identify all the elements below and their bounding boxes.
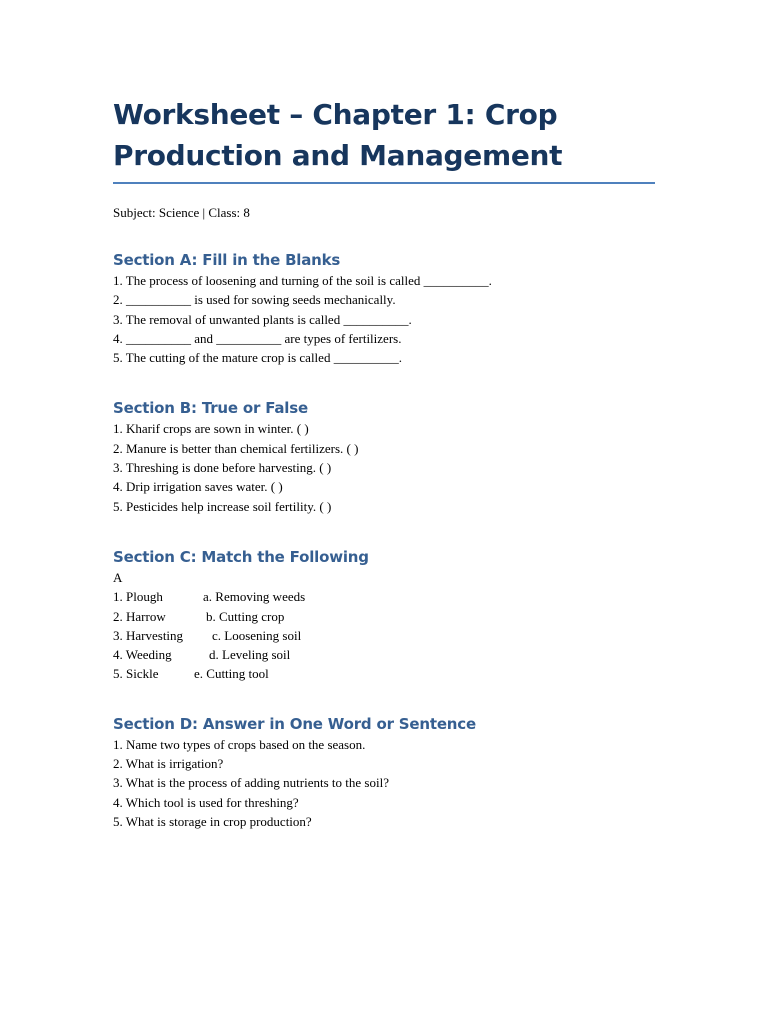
match-right-item: a. Removing weeds (203, 589, 306, 605)
match-right-item: c. Loosening soil (212, 627, 302, 643)
section-a-item: 1. The process of loosening and turning of the soil is called __________. (113, 273, 492, 288)
match-left-item: 5. Sickle (113, 666, 159, 682)
subject-line: Subject: Science | Class: 8 (113, 205, 250, 220)
section-b-item: 5. Pesticides help increase soil fertility. ( ) (113, 498, 332, 514)
title-underline-rule (113, 182, 655, 184)
match-left-item: 3. Harvesting (113, 627, 184, 643)
match-row (113, 626, 655, 645)
section-d-item: 3. What is the process of adding nutrients to the soil? (113, 775, 389, 791)
match-left-item: 1. Plough (113, 589, 163, 605)
section-d-list (113, 735, 655, 831)
section-c-heading: Section C: Match the Following (113, 547, 369, 566)
section-b-list (113, 419, 655, 515)
section-d-item: 5. What is storage in crop production? (113, 813, 312, 829)
match-left-item: 2. Harrow (113, 608, 166, 624)
match-right-item: b. Cutting crop (206, 608, 285, 624)
match-row (113, 645, 655, 664)
section-b-item: 2. Manure is better than chemical fertilizers. ( ) (113, 440, 359, 456)
section-a-item: 2. __________ is used for sowing seeds mechanically. (113, 292, 396, 308)
section-c-match-table (113, 568, 655, 684)
section-b-item: 3. Threshing is done before harvesting. ( ) (113, 460, 332, 476)
section-d-item: 2. What is irrigation? (113, 756, 224, 772)
section-a-item: 4. __________ and __________ are types of fertilizers. (113, 330, 402, 346)
match-left-item: 4. Weeding (113, 647, 172, 663)
section-d-item: 4. Which tool is used for threshing? (113, 794, 299, 810)
section-b-heading: Section B: True or False (113, 399, 308, 418)
section-d-heading: Section D: Answer in One Word or Sentence (113, 714, 476, 733)
section-d-item: 1. Name two types of crops based on the season. (113, 736, 366, 752)
section-b-item: 4. Drip irrigation saves water. ( ) (113, 479, 283, 495)
match-row (113, 587, 655, 606)
section-a-heading: Section A: Fill in the Blanks (113, 251, 341, 269)
section-b-item: 1. Kharif crops are sown in winter. ( ) (113, 421, 309, 437)
match-right-item: d. Leveling soil (209, 647, 291, 663)
section-a-list (113, 271, 655, 367)
section-a-item: 3. The removal of unwanted plants is called __________. (113, 311, 412, 327)
match-right-item: e. Cutting tool (194, 666, 269, 682)
section-a-item: 5. The cutting of the mature crop is called __________. (113, 350, 402, 366)
match-row (113, 607, 655, 626)
worksheet-page (113, 94, 655, 831)
column-a-label: A (113, 569, 123, 585)
match-row (113, 664, 655, 683)
document-title: Worksheet – Chapter 1: Crop Production and Management (113, 98, 563, 172)
